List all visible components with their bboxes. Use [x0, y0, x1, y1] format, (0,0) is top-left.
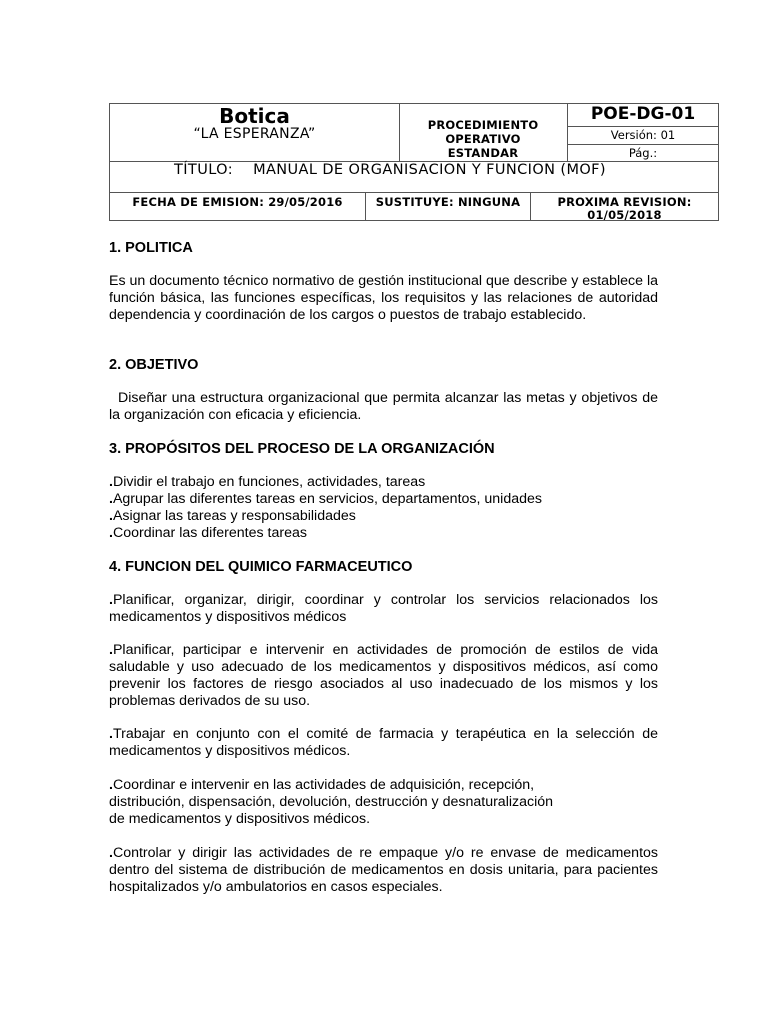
bullet-list — [109, 474, 669, 542]
bullet-mark: . — [109, 474, 113, 490]
function-text: Trabajar en conjunto con el comité de farmacia y terapéutica en la selección de medicamentos y dispositivos médicos. — [109, 726, 658, 759]
list-item — [109, 491, 669, 508]
function-line: distribución, dispensación, devolución, destrucción y desnaturalización — [109, 794, 554, 810]
section-heading: 3. PROPÓSITOS DEL PROCESO DE LA ORGANIZACIÓN — [109, 441, 495, 457]
procedure-type — [399, 118, 567, 160]
next-review-label: PROXIMA REVISION: — [557, 195, 692, 209]
title-label: TÍTULO: — [174, 162, 234, 178]
section-heading: 1. POLITICA — [109, 240, 193, 256]
function-text: Controlar y dirigir las actividades de re empaque y/o re envase de medicamentos dentro del sistema de distribución de medicamentos en dosis unitaria, para pacientes hospitalizados y/o ambulatorios en casos especiales. — [109, 845, 658, 895]
procedure-line: PROCEDIMIENTO — [427, 118, 539, 132]
section-heading: 4. FUNCION DEL QUIMICO FARMACEUTICO — [109, 559, 413, 575]
next-review — [531, 196, 718, 222]
function-text: Coordinar e intervenir en las actividades de adquisición, recepción, — [112, 777, 535, 793]
bullet-mark: . — [109, 777, 113, 793]
divider — [567, 126, 719, 127]
list-item-text: Agrupar las diferentes tareas en servicios, departamentos, unidades — [112, 491, 542, 507]
bullet-mark: . — [109, 592, 113, 608]
function-line — [109, 777, 658, 794]
function-paragraph — [109, 777, 658, 828]
function-paragraph — [109, 642, 658, 710]
document-version: Versión: 01 — [610, 128, 676, 142]
document-page: Pág.: — [628, 146, 658, 160]
list-item-text: Dividir el trabajo en funciones, actividades, tareas — [112, 474, 426, 490]
title-value: MANUAL DE ORGANISACION Y FUNCION (MOF) — [253, 162, 606, 178]
bullet-mark: . — [109, 845, 113, 861]
next-review-date: 01/05/2018 — [587, 208, 662, 222]
bullet-mark: . — [109, 508, 113, 524]
bullet-mark: . — [109, 726, 113, 742]
document-code: POE-DG-01 — [590, 104, 696, 124]
section-paragraph: Es un documento técnico normativo de gestión institucional que describe y establece la función básica, las funciones específicas, los requisitos y las relaciones de autoridad dependencia y coordinación de los cargos o puestos de trabajo establecido. — [109, 273, 658, 323]
divider — [110, 192, 718, 193]
function-paragraph — [109, 726, 658, 760]
replaces: SUSTITUYE: NINGUNA — [375, 195, 521, 209]
procedure-line: OPERATIVO — [445, 132, 521, 146]
section-paragraph: Diseñar una estructura organizacional que permita alcanzar las metas y objetivos de la organización con eficacia y eficiencia. — [109, 390, 658, 423]
divider — [567, 144, 719, 145]
list-item-text: Asignar las tareas y responsabilidades — [112, 508, 356, 524]
header-table — [109, 103, 719, 221]
bullet-mark: . — [109, 525, 113, 541]
list-item — [109, 525, 669, 542]
function-line: de medicamentos y dispositivos médicos. — [109, 811, 371, 827]
list-item — [109, 474, 669, 491]
company-subtitle: “LA ESPERANZA” — [193, 126, 316, 142]
list-item-text: Coordinar las diferentes tareas — [112, 525, 307, 541]
function-paragraph — [109, 592, 658, 626]
title-row — [174, 162, 714, 178]
function-paragraph — [109, 845, 658, 896]
company-name: Botica — [219, 104, 290, 128]
section-heading: 2. OBJETIVO — [109, 357, 199, 373]
bullet-mark: . — [109, 642, 113, 658]
procedure-line: ESTANDAR — [447, 146, 519, 160]
function-text: Planificar, organizar, dirigir, coordinar y controlar los servicios relacionados los medicamentos y dispositivos médicos — [109, 592, 658, 625]
emission-date: FECHA DE EMISION: 29/05/2016 — [132, 195, 343, 209]
function-text: Planificar, participar e intervenir en actividades de promoción de estilos de vida saludable y uso adecuado de los medicamentos y dispositivos médicos, así como prevenir los factores de riesgo asociados al uso inadecuado de los mismos y los problemas derivados de su uso. — [109, 642, 658, 709]
list-item — [109, 508, 669, 525]
bullet-mark: . — [109, 491, 113, 507]
